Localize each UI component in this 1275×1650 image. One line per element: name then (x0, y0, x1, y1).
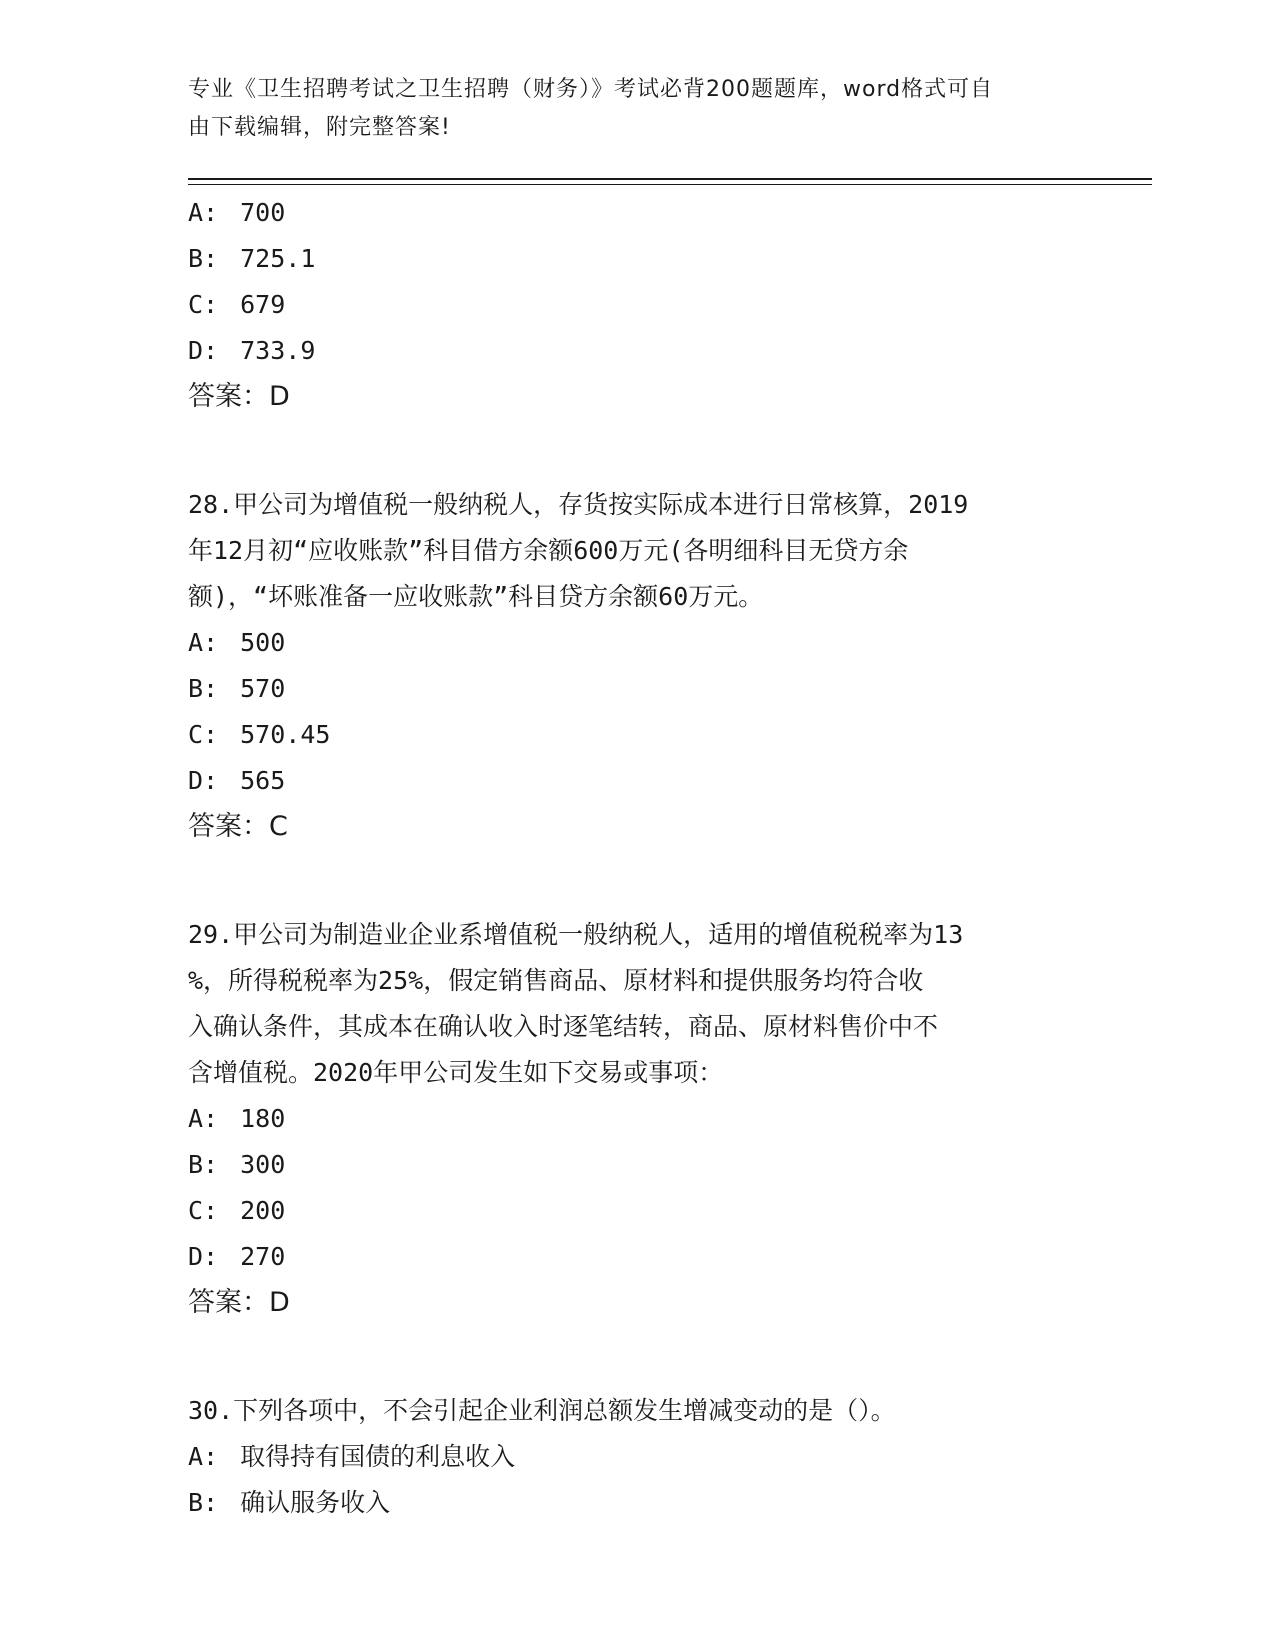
option-text: 570.45 (240, 720, 331, 749)
header-rule-thin (188, 184, 1152, 185)
option-d (188, 1234, 1088, 1280)
question-line: 28.甲公司为增值税一般纳税人，存货按实际成本进行日常核算，2019 (188, 490, 969, 519)
option-c (188, 1188, 1088, 1234)
answer-line: 答案：C (188, 811, 288, 842)
option-b (188, 1480, 1088, 1526)
option-letter: A: (188, 628, 219, 657)
option-text: 500 (240, 628, 286, 657)
option-letter: C: (188, 290, 219, 319)
option-text: 725.1 (240, 244, 316, 273)
option-a (188, 1434, 1088, 1480)
answer-line: 答案：D (188, 381, 290, 412)
option-text: 570 (240, 674, 286, 703)
document-header (188, 71, 1068, 147)
option-letter: C: (188, 720, 219, 749)
header-rule-thick (188, 178, 1152, 180)
question-text (188, 482, 1088, 620)
question-line: 额)，“坏账准备一应收账款”科目贷方余额60万元。 (188, 582, 764, 611)
option-a (188, 620, 1088, 666)
option-text: 200 (240, 1196, 286, 1225)
header-line-2: 由下载编辑，附完整答案! (188, 115, 451, 140)
question-block-30 (188, 1388, 1088, 1526)
option-text: 679 (240, 290, 286, 319)
question-line: 29.甲公司为制造业企业系增值税一般纳税人，适用的增值税税率为13 (188, 920, 964, 949)
option-d (188, 758, 1088, 804)
question-line: %，所得税税率为25%，假定销售商品、原材料和提供服务均符合收 (188, 966, 924, 995)
answer-line: 答案：D (188, 1287, 290, 1318)
option-letter: A: (188, 1104, 219, 1133)
option-a (188, 1096, 1088, 1142)
option-text: 270 (240, 1242, 286, 1271)
option-a (188, 190, 1088, 236)
document-content (188, 190, 1088, 1526)
option-letter: A: (188, 1442, 219, 1471)
question-block-28 (188, 482, 1088, 850)
question-line: 年12月初“应收账款”科目借方余额600万元(各明细科目无贷方余 (188, 536, 909, 565)
option-c (188, 282, 1088, 328)
option-letter: B: (188, 1150, 219, 1179)
option-c (188, 712, 1088, 758)
header-line-1: 专业《卫生招聘考试之卫生招聘（财务）》考试必背200题题库，word格式可自 (188, 77, 994, 102)
option-text: 确认服务收入 (240, 1488, 391, 1517)
option-text: 565 (240, 766, 286, 795)
option-d (188, 328, 1088, 374)
question-line: 入确认条件，其成本在确认收入时逐笔结转，商品、原材料售价中不 (188, 1012, 939, 1041)
option-text: 700 (240, 198, 286, 227)
question-text (188, 1388, 1088, 1434)
option-text: 180 (240, 1104, 286, 1133)
option-b (188, 236, 1088, 282)
option-letter: D: (188, 766, 219, 795)
question-text (188, 912, 1088, 1096)
option-b (188, 666, 1088, 712)
question-block-29 (188, 912, 1088, 1326)
option-text: 300 (240, 1150, 286, 1179)
option-b (188, 1142, 1088, 1188)
question-line: 30.下列各项中，不会引起企业利润总额发生增减变动的是（）。 (188, 1396, 896, 1425)
option-letter: D: (188, 1242, 219, 1271)
option-text: 取得持有国债的利息收入 (240, 1442, 516, 1471)
option-text: 733.9 (240, 336, 316, 365)
option-letter: D: (188, 336, 219, 365)
option-letter: B: (188, 1488, 219, 1517)
question-line: 含增值税。2020年甲公司发生如下交易或事项： (188, 1058, 724, 1087)
option-letter: B: (188, 674, 219, 703)
option-letter: B: (188, 244, 219, 273)
option-letter: A: (188, 198, 219, 227)
option-letter: C: (188, 1196, 219, 1225)
question-block-27 (188, 190, 1088, 420)
